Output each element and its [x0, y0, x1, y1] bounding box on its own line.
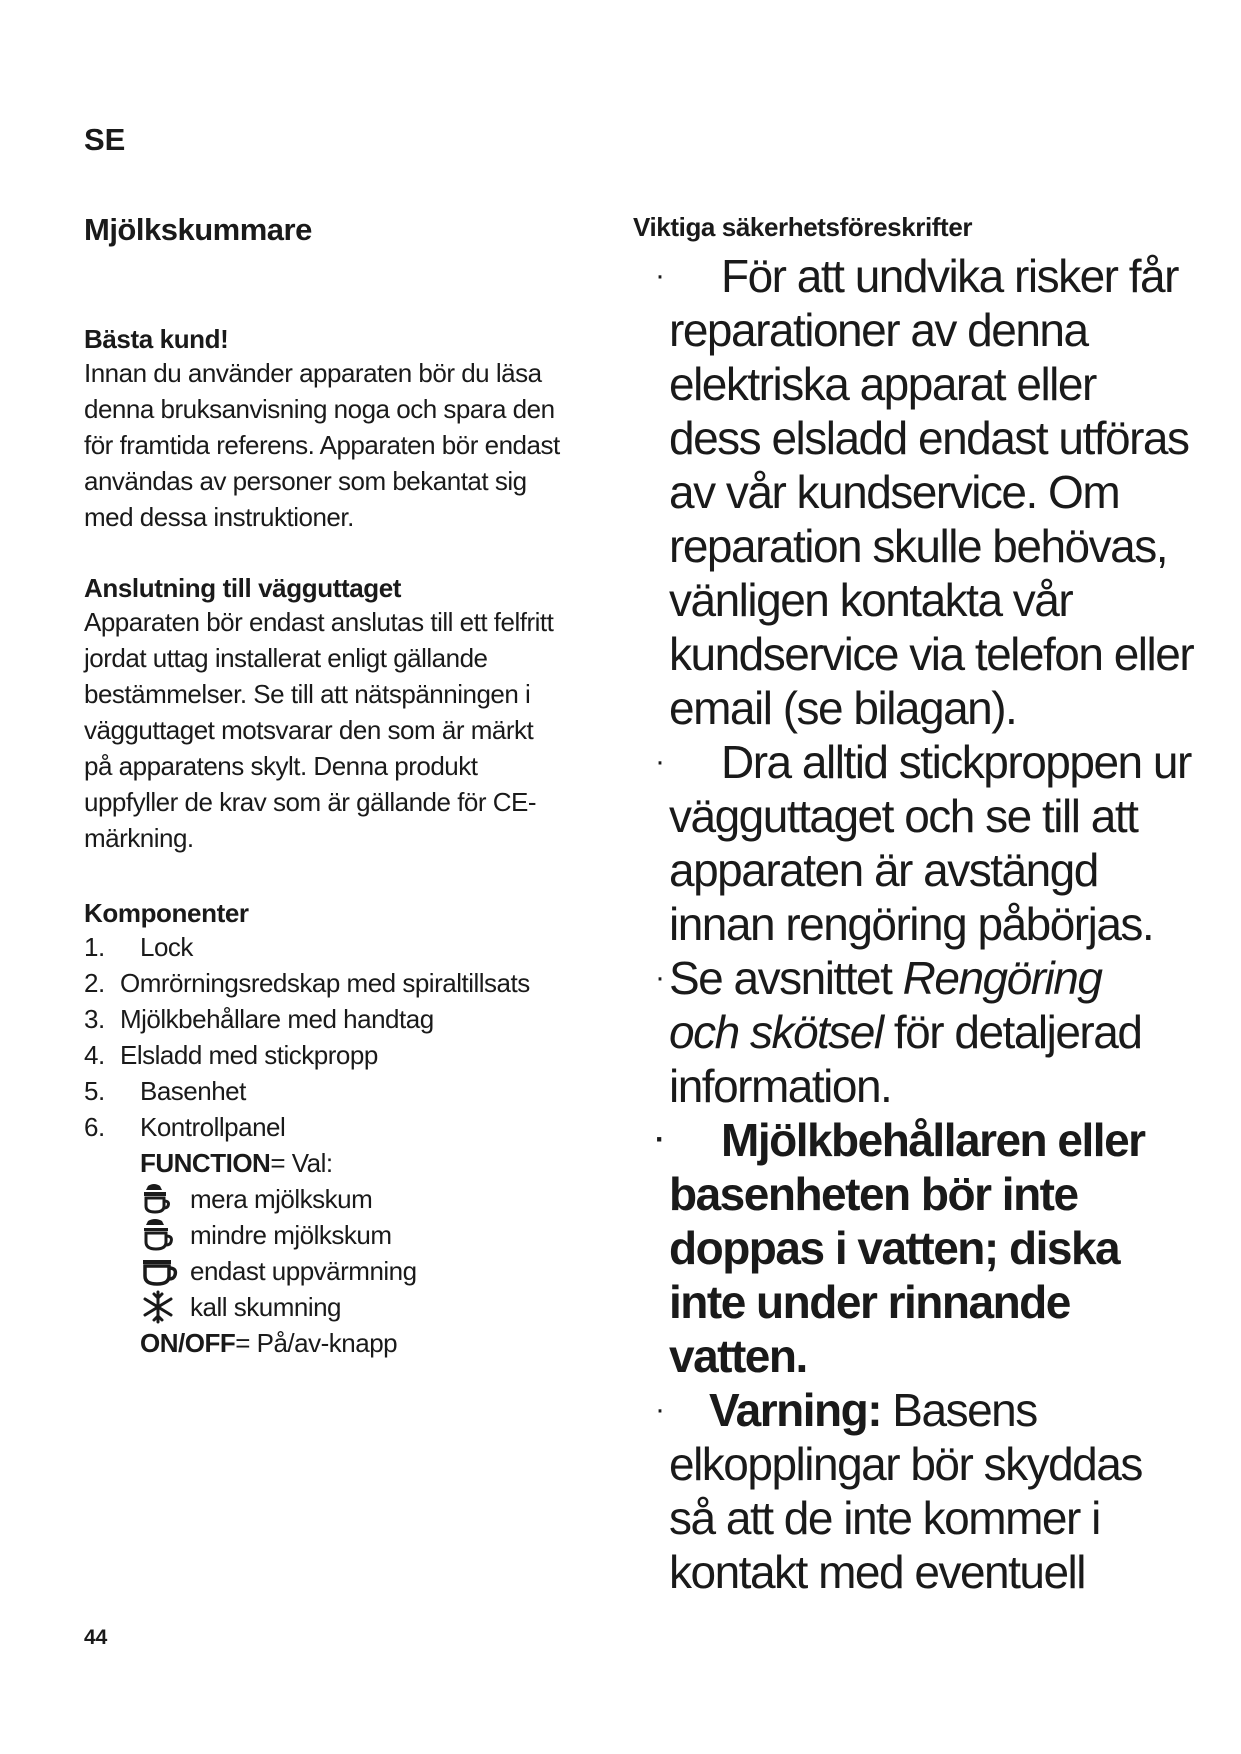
components-list [84, 929, 604, 1145]
text-line: denna bruksanvisning noga och spara den [84, 394, 555, 424]
safety-list [633, 249, 1233, 1599]
text-line: på apparatens skylt. Denna produkt [84, 751, 478, 781]
control-panel-legend [140, 1145, 604, 1361]
list-item: · Varning: Basens elkopplingar bör skyddas så att de inte kommer i kontakt med eventuell [655, 1384, 1142, 1598]
safety-heading: Viktiga säkerhetsföreskrifter [633, 212, 973, 242]
product-title: Mjölkskummare [84, 212, 312, 247]
connection-paragraph [84, 604, 604, 856]
cup-much-foam-icon [140, 1182, 190, 1216]
text-line: Innan du använder apparaten bör du läsa [84, 358, 542, 388]
text-line: Apparaten bör endast anslutas till ett felfritt [84, 607, 554, 637]
text-line: jordat uttag installerat enligt gällande [84, 643, 488, 673]
mode-row: mindre mjölkskum [140, 1217, 604, 1253]
text-line: med dessa instruktioner. [84, 502, 354, 532]
connection-heading: Anslutning till vägguttaget [84, 573, 402, 603]
mode-row: kall skumning [140, 1289, 604, 1325]
components-heading: Komponenter [84, 898, 249, 928]
mode-row: mera mjölkskum [140, 1181, 604, 1217]
list-item: · Dra alltid stickproppen ur vägguttaget och se till att apparaten är avstängd innan rengöring påbörjas. [655, 736, 1191, 950]
text-line: vägguttaget motsvarar den som är märkt [84, 715, 534, 745]
text-line: användas av personer som bekantat sig [84, 466, 527, 496]
greeting-paragraph [84, 355, 604, 535]
list-item: 1. Lock [84, 932, 193, 962]
list-item: · För att undvika risker får reparationer av denna elektriska apparat eller dess elsladd endast utföras av vår kundservice. Om reparation skulle behövas, vänligen kontakta vår kundservice via telefon eller email (se bilagan). [655, 250, 1194, 734]
function-line: FUNCTION = Val: [140, 1148, 333, 1178]
text-line: bestämmelser. Se till att nätspänningen i [84, 679, 531, 709]
right-column [633, 212, 1233, 1599]
list-item: 3. Mjölkbehållare med handtag [84, 1004, 434, 1034]
cup-less-foam-icon [140, 1218, 190, 1252]
list-item: 5. Basenhet [84, 1076, 246, 1106]
language-code: SE [84, 122, 126, 157]
left-column [84, 212, 604, 1361]
page-number: 44 [84, 1626, 108, 1649]
list-item: · Mjölkbehållaren eller basenheten bör inte doppas i vatten; diska inte under rinnande vatten. [655, 1114, 1145, 1382]
list-item: 6. Kontrollpanel [84, 1112, 286, 1142]
snowflake-icon [140, 1290, 190, 1324]
greeting-heading: Bästa kund! [84, 324, 229, 354]
list-item: 4. Elsladd med stickpropp [84, 1040, 378, 1070]
text-line: uppfyller de krav som är gällande för CE- [84, 787, 537, 817]
text-line: för framtida referens. Apparaten bör endast [84, 430, 560, 460]
mode-row: endast uppvärmning [140, 1253, 604, 1289]
list-item: · Se avsnittet Rengöring och skötsel för detaljerad information. [655, 952, 1142, 1112]
list-item: 2. Omrörningsredskap med spiraltillsats [84, 968, 530, 998]
cup-heat-only-icon [140, 1254, 190, 1288]
onoff-line: ON/OFF = På/av-knapp [140, 1328, 398, 1358]
text-line: märkning. [84, 823, 194, 853]
